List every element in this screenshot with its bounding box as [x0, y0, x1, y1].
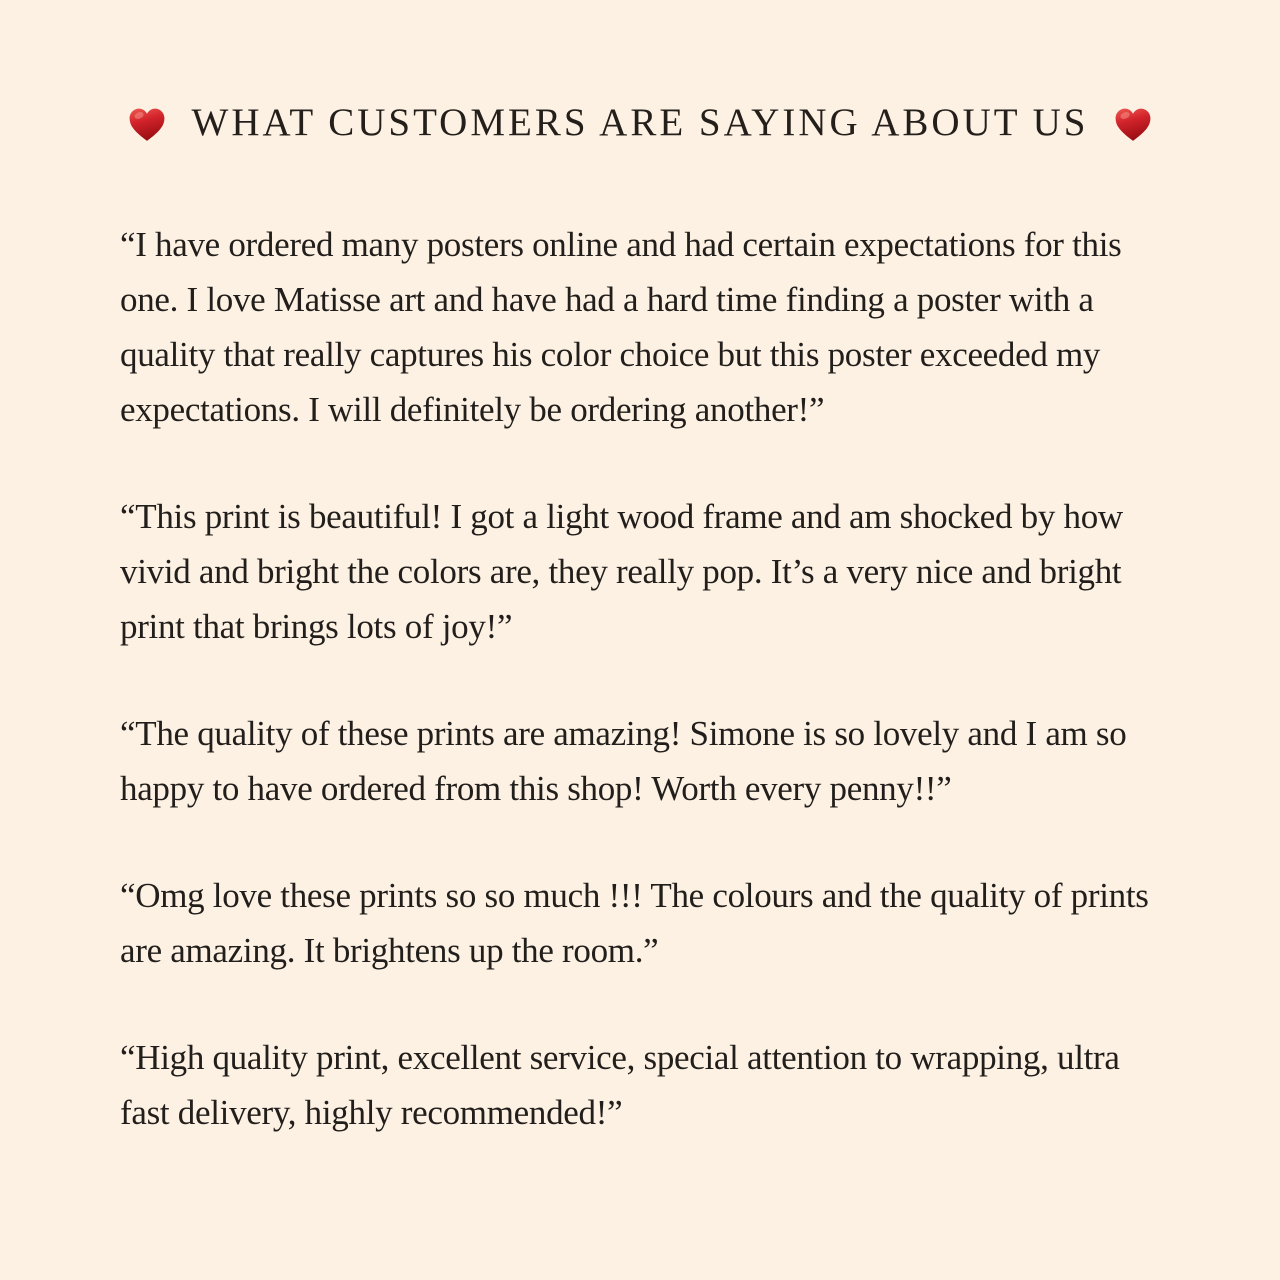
red-heart-icon — [128, 107, 166, 143]
testimonial-quote: “High quality print, excellent service, special attention to wrapping, ultra fast delivery, highly recommended!” — [120, 1038, 1120, 1132]
testimonial-quote: “The quality of these prints are amazing! Simone is so lovely and I am so happy to have ordered from this shop! Worth every penny!!” — [120, 714, 1127, 808]
page-title: WHAT CUSTOMERS ARE SAYING ABOUT US — [191, 101, 1089, 144]
testimonial-quote: “This print is beautiful! I got a light wood frame and am shocked by how vivid and bright the colors are, they really pop. It’s a very nice and bright print that brings lots of joy!” — [120, 497, 1123, 646]
testimonial-list — [0, 145, 1280, 1140]
testimonial-quote: “Omg love these prints so so much !!! The colours and the quality of prints are amazing. It brightens up the room.” — [120, 876, 1149, 970]
testimonial-quote: “I have ordered many posters online and had certain expectations for this one. I love Matisse art and have had a hard time finding a poster with a quality that really captures his color choice but this poster exceeded my expectations. I will definitely be ordering another!” — [120, 225, 1122, 429]
header — [0, 0, 1280, 145]
red-heart-icon — [1114, 107, 1152, 143]
